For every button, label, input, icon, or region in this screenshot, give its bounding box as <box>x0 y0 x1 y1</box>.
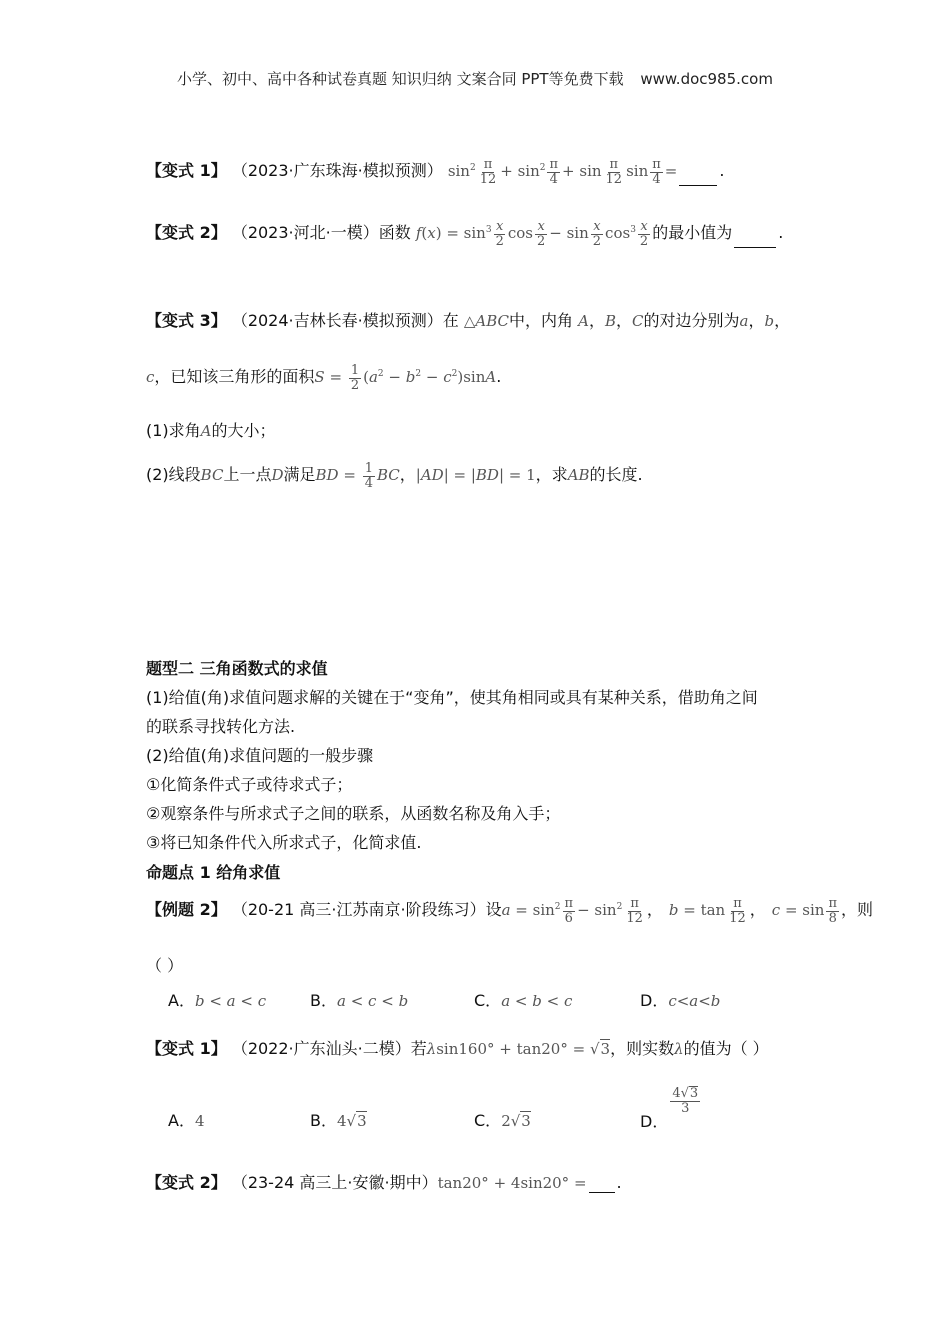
variant2b-question: 【变式 2】 （23-24 高三上·安徽·期中）tan20° + 4sin20° = . <box>146 1173 622 1192</box>
variant2-source: （2023·河北·一模）函数 <box>231 223 411 243</box>
section-text-5: ②观察条件与所求式子之间的联系，从函数名称及角入手； <box>146 804 561 823</box>
section-text-4: ①化简条件式子或待求式子； <box>146 775 353 794</box>
answer-blank[interactable] <box>734 247 776 248</box>
answer-blank[interactable] <box>679 185 717 186</box>
variant2-question: 【变式 2】 （2023·河北·一模）函数 $f(x) = \sin^3$ $\frac{x}{2}$ cos $\frac{x}{2}$ − sin $\frac{x}{2}$ $\cos^3$ $\frac{x}{2}$ 的最小值为 . <box>146 219 784 249</box>
variant1-question: 【变式 1】 （2023·广东珠海·模拟预测） $\sin^2$ $\frac{\pi}{12}$ + $\sin^2$ $\frac{\pi}{4}$ + sin $\frac{\pi}{12}$ sin $\frac{\pi}{4}$ = . <box>146 157 725 187</box>
variant3-tag: 【变式 3】 <box>146 311 227 330</box>
section-text-3: (2)给值(角)求值问题的一般步骤 <box>146 746 374 765</box>
variant1b-question: 【变式 1】 （2022·广东汕头·二模）若λsin160° + tan20° = √3，则实数λ的值为（ ） <box>146 1039 769 1058</box>
answer-blank[interactable] <box>589 1192 615 1193</box>
option-b[interactable]: B．a < c < b <box>310 991 409 1010</box>
variant1b-tag: 【变式 1】 <box>146 1039 227 1058</box>
variant3-part2: (2)线段BC上一点D满足BD = $\frac{1}{4}$ BC，|AD| = |BD| = 1，求AB的长度. <box>146 461 643 491</box>
proposition-point: 命题点 1 给角求值 <box>146 863 281 882</box>
header-text: 小学、初中、高中各种试卷真题 知识归纳 文案合同 PPT等免费下载 <box>177 70 624 88</box>
variant1-tag: 【变式 1】 <box>146 161 227 181</box>
section-text-6: ③将已知条件代入所求式子，化简求值. <box>146 833 422 852</box>
variant1-formula: $\sin^2$ $\frac{\pi}{12}$ + $\sin^2$ $\frac{\pi}{4}$ + sin $\frac{\pi}{12}$ sin $\frac{\pi}{4}$ = <box>447 157 678 187</box>
example2-question: 【例题 2】 （20-21 高三·江苏南京·阶段练习）设$a = \sin^2$ $\frac{\pi}{6}$ − $\sin^2$ $\frac{\pi}{12}$ ， b = tan $\frac{\pi}{12}$ ， c = sin $\frac{\pi}{8}$ ，则 <box>146 896 874 926</box>
area-formula: S = $\frac{1}{2}$ $(a^2 - b^2 - c^2)\sin A$ <box>314 363 497 393</box>
section-text-2: 的联系寻找转化方法. <box>146 717 296 736</box>
example2-formula: $a = \sin^2$ $\frac{\pi}{6}$ − $\sin^2$ $\frac{\pi}{12}$ <box>501 896 643 926</box>
option-c[interactable]: C．2√3 <box>474 1111 531 1130</box>
triangle-abc-math: △ABC <box>463 312 509 330</box>
option-a[interactable]: A．b < a < c <box>168 991 267 1010</box>
variant2b-tag: 【变式 2】 <box>146 1173 227 1192</box>
variant2b-formula: tan20° + 4sin20° = <box>437 1174 587 1192</box>
variant2-tag: 【变式 2】 <box>146 223 227 243</box>
header-url[interactable]: www.doc985.com <box>640 70 773 88</box>
option-d[interactable]: D．c<a<b <box>640 991 721 1010</box>
variant3-part1: (1)求角A的大小； <box>146 421 276 440</box>
answer-paren: （ ） <box>146 956 184 975</box>
example2-tag: 【例题 2】 <box>146 900 227 920</box>
section-text-1: (1)给值(角)求值问题求解的关键在于“变角”，使其角相同或具有某种关系，借助角之间 <box>146 688 758 707</box>
option-c[interactable]: C．a < b < c <box>474 991 573 1010</box>
variant2-formula: $f(x) = \sin^3$ $\frac{x}{2}$ cos $\frac{x}{2}$ − sin $\frac{x}{2}$ $\cos^3$ $\frac{x}{2}$ <box>415 219 649 249</box>
option-d[interactable]: D． $\frac{4√3}{3}$ <box>640 1086 699 1132</box>
option-a[interactable]: A．4 <box>168 1111 205 1130</box>
variant1b-formula: λsin160° + tan20° = √3 <box>426 1040 611 1058</box>
variant3-line1: 【变式 3】 （2024·吉林长春·模拟预测）在 △ABC中，内角 A，B，C的对边分别为a，b， <box>146 311 791 330</box>
variant1-source: （2023·广东珠海·模拟预测） <box>231 161 443 181</box>
option-b[interactable]: B．4√3 <box>310 1111 367 1130</box>
section-title: 题型二 三角函数式的求值 <box>146 659 328 678</box>
variant3-line2: c，已知该三角形的面积S = $\frac{1}{2}$ $(a^2 - b^2 - c^2)\sin A$. <box>146 363 502 393</box>
page-header <box>0 68 950 89</box>
